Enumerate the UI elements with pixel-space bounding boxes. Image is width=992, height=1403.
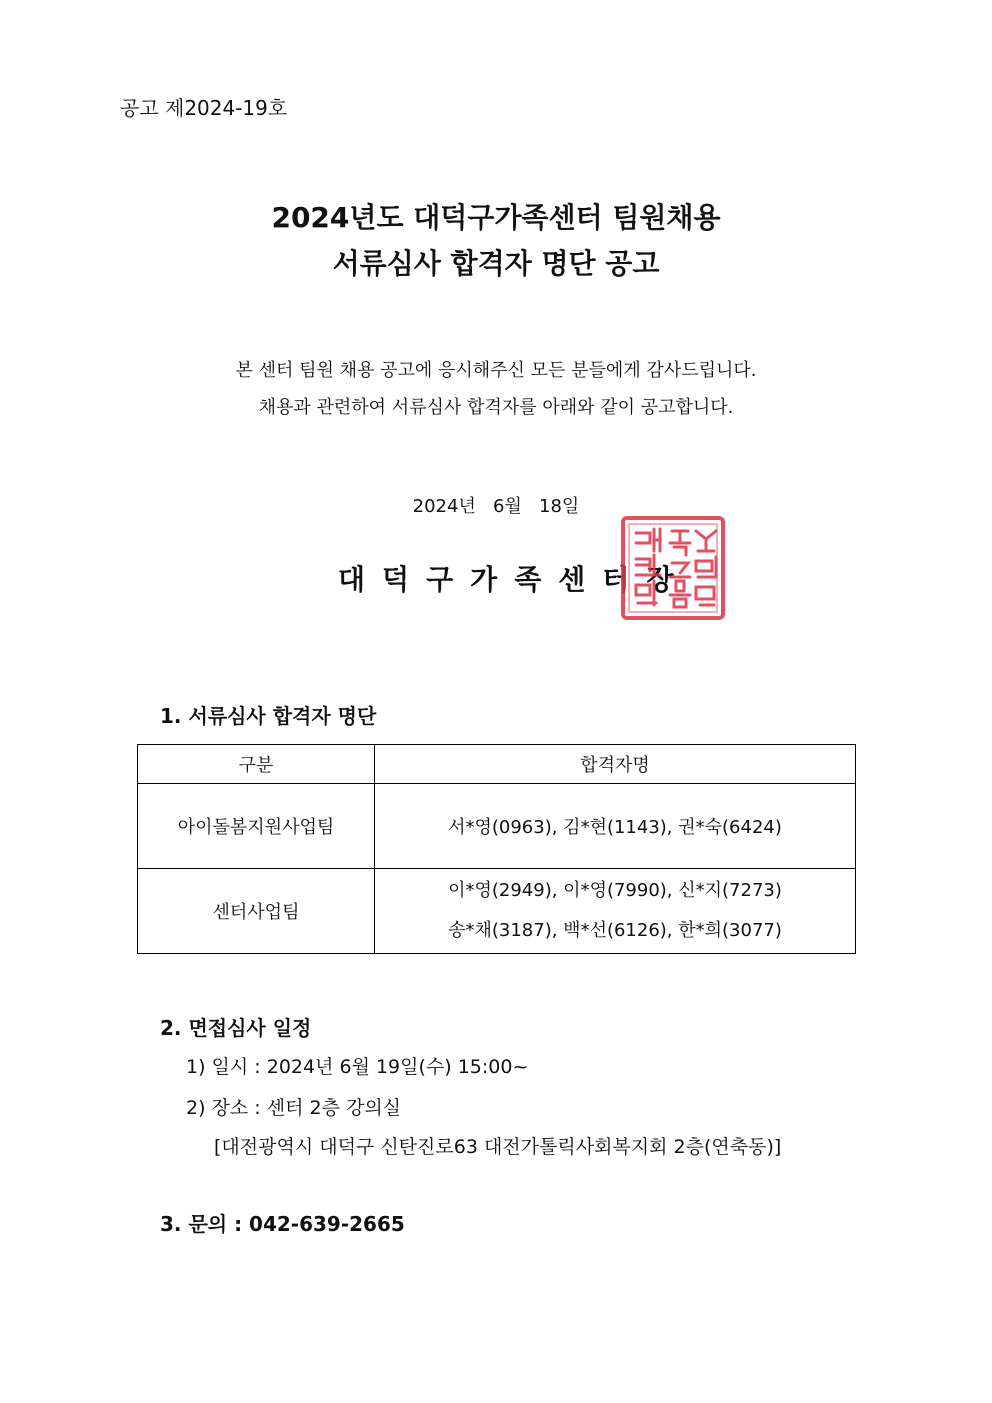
interview-place: 2) 장소 : 센터 2층 강의실 [186,1097,402,1119]
interview-datetime: 1) 일시 : 2024년 6월 19일(수) 15:00~ [186,1056,529,1078]
table-cell-names [375,869,856,954]
notice-number: 공고 제2024-19호 [120,96,288,120]
passer-table [137,744,856,954]
issuer-name: 대덕구가족센터장 [338,563,691,596]
table-row [138,869,856,954]
table-header-row [138,745,856,784]
intro-line1: 본 센터 팀원 채용 공고에 응시해주신 모든 분들에게 감사드립니다. [235,360,757,381]
notice-date: 2024년 6월 18일 [412,496,580,517]
section2-heading: 2. 면접심사 일정 [160,1016,312,1040]
table-header-names: 합격자명 [375,745,856,784]
contact-info: 3. 문의 : 042-639-2665 [160,1212,405,1236]
table-cell-names: 서*영(0963), 김*현(1143), 권*숙(6424) [375,784,856,869]
table-row [138,784,856,869]
table-cell-team: 아이돌봄지원사업팀 [138,784,375,869]
table-header-category: 구분 [138,745,375,784]
interview-address: [대전광역시 대덕구 신탄진로63 대전가톨릭사회복지회 2층(연축동)] [214,1136,782,1158]
table-cell-team: 센터사업팀 [138,869,375,954]
official-seal-stamp [620,515,726,621]
section1-heading: 1. 서류심사 합격자 명단 [160,704,377,728]
names-line: 이*영(2949), 이*영(7990), 신*지(7273) [448,880,782,901]
page-title-line2: 서류심사 합격자 명단 공고 [332,247,660,280]
names-line: 송*채(3187), 백*선(6126), 한*희(3077) [448,920,782,941]
page-title-line1: 2024년도 대덕구가족센터 팀원채용 [271,201,721,234]
intro-line2: 채용과 관련하여 서류심사 합격자를 아래와 같이 공고합니다. [258,397,734,418]
